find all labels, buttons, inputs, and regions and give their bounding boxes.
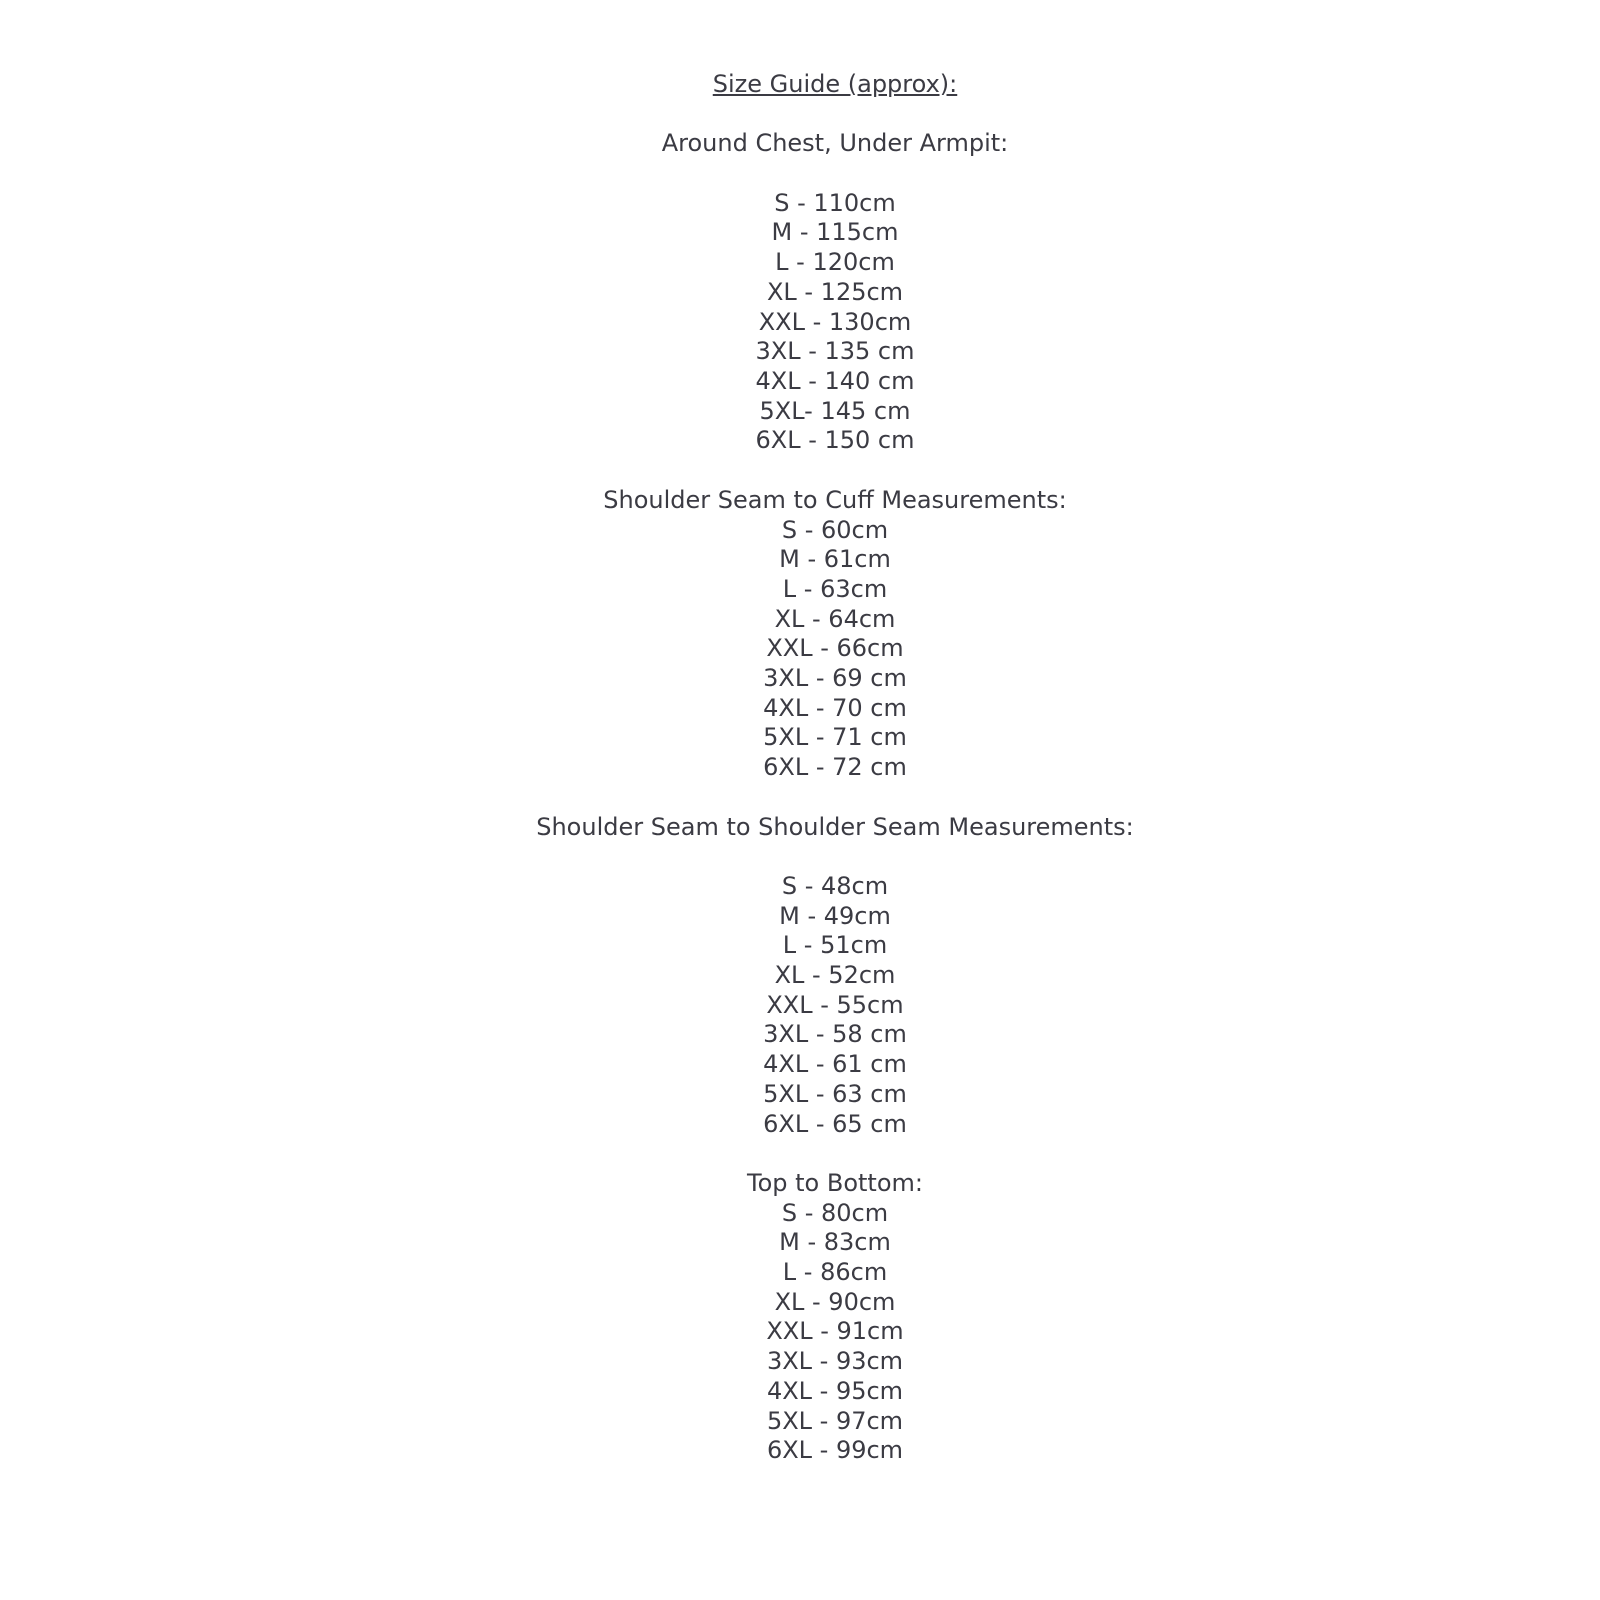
size-measurement-line: XXL - 91cm [766, 1317, 904, 1346]
section-heading: Shoulder Seam to Cuff Measurements: [603, 485, 1067, 514]
size-measurement-line: 6XL - 99cm [766, 1436, 904, 1465]
size-measurement-line: M - 83cm [779, 1228, 891, 1257]
section-gap [70, 456, 1600, 486]
size-measurement-line: XXL - 66cm [766, 634, 904, 663]
section-heading: Top to Bottom: [747, 1168, 923, 1197]
section-items [70, 189, 1600, 456]
size-measurement-line: XL - 52cm [774, 961, 896, 990]
heading-gap [70, 842, 1600, 872]
size-measurement-line: XL - 64cm [774, 604, 896, 633]
size-measurement-line: 5XL- 145 cm [759, 396, 911, 425]
size-section [70, 486, 1600, 813]
size-measurement-line: M - 61cm [779, 545, 891, 574]
size-measurement-line: 4XL - 95cm [766, 1376, 904, 1405]
size-measurement-line: S - 80cm [781, 1198, 889, 1227]
size-measurement-line: S - 48cm [781, 871, 889, 900]
spacer [70, 100, 1600, 130]
size-measurement-line: 4XL - 61 cm [763, 1050, 907, 1079]
size-measurement-line: 5XL - 71 cm [763, 723, 907, 752]
size-measurement-line: L - 51cm [782, 931, 888, 960]
size-section [70, 129, 1600, 485]
size-measurement-line: 4XL - 70 cm [763, 693, 907, 722]
size-measurement-line: 4XL - 140 cm [755, 367, 915, 395]
section-gap [70, 1139, 1600, 1169]
section-gap [70, 783, 1600, 813]
size-measurement-line: L - 86cm [782, 1258, 888, 1287]
section-items [70, 872, 1600, 1139]
section-gap [70, 1466, 1600, 1496]
size-measurement-line: 3XL - 58 cm [763, 1020, 907, 1049]
size-measurement-line: 6XL - 72 cm [763, 753, 907, 782]
heading-gap [70, 159, 1600, 189]
size-measurement-line: XXL - 130cm [758, 307, 912, 336]
page-title: Size Guide (approx): [712, 70, 958, 98]
size-measurement-line: 5XL - 97cm [766, 1406, 904, 1435]
section-heading: Shoulder Seam to Shoulder Seam Measurements: [536, 812, 1134, 841]
size-measurement-line: L - 120cm [775, 248, 895, 277]
size-measurement-line: XL - 90cm [774, 1287, 896, 1316]
size-measurement-line: L - 63cm [782, 574, 888, 603]
section-items [70, 516, 1600, 783]
sections-container [70, 129, 1600, 1495]
size-measurement-line: 6XL - 65 cm [763, 1109, 907, 1138]
size-measurement-line: S - 110cm [774, 188, 896, 217]
size-measurement-line: XL - 125cm [766, 277, 904, 306]
size-measurement-line: S - 60cm [781, 515, 889, 544]
section-items [70, 1199, 1600, 1466]
size-measurement-line: 3XL - 69 cm [763, 664, 907, 693]
size-measurement-line: 5XL - 63 cm [763, 1079, 907, 1108]
size-measurement-line: XXL - 55cm [766, 990, 904, 1019]
size-measurement-line: M - 115cm [771, 218, 899, 247]
size-measurement-line: 6XL - 150 cm [755, 426, 915, 455]
size-section [70, 1169, 1600, 1496]
size-section [70, 813, 1600, 1169]
size-measurement-line: 3XL - 93cm [766, 1347, 904, 1376]
section-heading: Around Chest, Under Armpit: [661, 129, 1009, 158]
size-measurement-line: 3XL - 135 cm [755, 337, 915, 366]
size-measurement-line: M - 49cm [779, 901, 891, 930]
